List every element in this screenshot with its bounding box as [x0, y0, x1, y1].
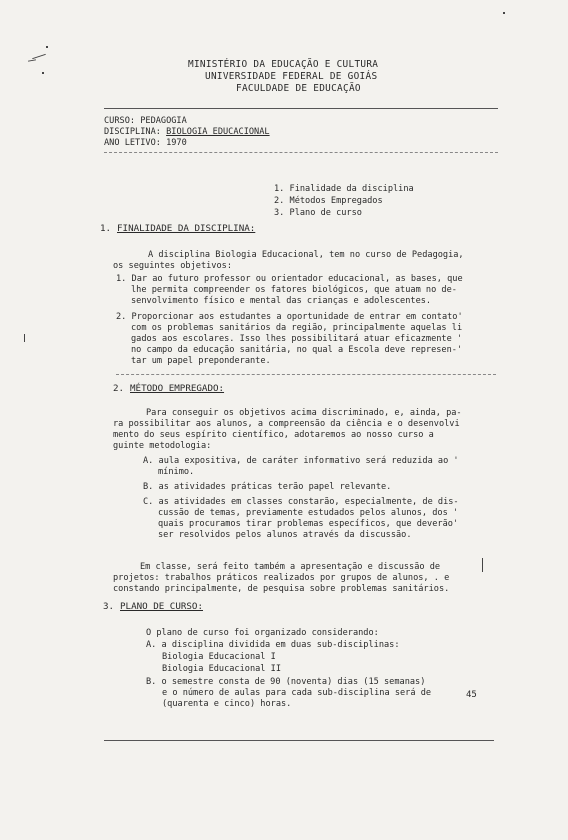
course-line: CURSO: PEDAGOGIA — [104, 116, 187, 126]
bottom-rule — [104, 740, 494, 741]
section-1-number: 1. — [100, 223, 112, 234]
section-1-line: A disciplina Biologia Educacional, tem no curso de Pedagogia, — [148, 250, 464, 260]
section-2-line: B. as atividades práticas terão papel relevante. — [143, 482, 392, 492]
section-1-line: senvolvimento físico e mental das crianças e adolescentes. — [131, 296, 432, 306]
section-1-line: 1. Dar ao futuro professor ou orientador educacional, as bases, que — [116, 274, 463, 284]
ink-mark — [28, 59, 36, 61]
header-faculty: FACULDADE DE EDUCAÇÃO — [236, 83, 361, 94]
section-3-line: (quarenta e cinco) horas. — [162, 699, 292, 709]
section-2-line: C. as atividades em classes constarão, especialmente, de dis- — [143, 497, 459, 507]
section-2-line: Para conseguir os objetivos acima discriminado, e, ainda, pa- — [146, 408, 462, 418]
margin-bar-mark — [482, 558, 483, 572]
contents-item-2: 2. Métodos Empregados — [274, 196, 383, 206]
margin-number: 45 — [466, 690, 477, 700]
ink-mark — [46, 46, 48, 48]
section-2-line: quais procuramos tirar problemas específicos, que deverão' — [158, 519, 459, 529]
ink-mark — [24, 334, 25, 342]
section-1-line: lhe permita compreender os fatores biológicos, que atuam no de- — [131, 285, 457, 295]
header-university: UNIVERSIDADE FEDERAL DE GOIÁS — [205, 71, 378, 82]
section-3-title: PLANO DE CURSO: — [120, 601, 203, 612]
header-rule — [104, 108, 498, 109]
section-3-line: Biologia Educacional II — [162, 664, 281, 674]
section-1-line: gados aos escolares. Isso lhes possibilitará atuar eficazmente ' — [131, 334, 463, 344]
contents-item-1: 1. Finalidade da disciplina — [274, 184, 414, 194]
section-2-title: MÉTODO EMPREGADO: — [130, 383, 225, 394]
section-1-line: com os problemas sanitários da região, principalmente aquelas li — [131, 323, 463, 333]
section-2-line: guinte metodologia: — [113, 441, 212, 451]
info-rule — [104, 152, 498, 153]
ink-mark — [32, 54, 46, 59]
section-3-number: 3. — [103, 601, 115, 612]
section-3-line: O plano de curso foi organizado considerando: — [146, 628, 379, 638]
section-2-line: constando principalmente, de pesquisa sobre problemas sanitários. — [113, 584, 450, 594]
section-2-line: A. aula expositiva, de caráter informativo será reduzida ao ' — [143, 456, 459, 466]
section-2-line: Em classe, será feito também a apresentação e discussão de — [140, 562, 441, 572]
section-3-line: Biologia Educacional I — [162, 652, 276, 662]
discipline-label: DISCIPLINA: — [104, 127, 167, 137]
discipline-name: BIOLOGIA EDUCACIONAL — [166, 127, 270, 137]
section-1-line: no campo da educação sanitária, no qual a Escola deve represen-' — [131, 345, 463, 355]
contents-item-3: 3. Plano de curso — [274, 208, 362, 218]
ink-mark — [503, 12, 505, 14]
section-1-line: 2. Proporcionar aos estudantes a oportunidade de entrar em contato' — [116, 312, 463, 322]
section-2-line: ra possibilitar aos alunos, a compreensão da ciência e o desenvolvi — [113, 419, 460, 429]
ink-mark — [42, 72, 44, 74]
section-2-line: cussão de temas, previamente estudados pelos alunos, dos ' — [158, 508, 459, 518]
section-3-line: A. a disciplina dividida em duas sub-disciplinas: — [146, 640, 400, 650]
section-1-rule — [116, 374, 496, 375]
section-2-line: ser resolvidos pelos alunos através da discussão. — [158, 530, 412, 540]
section-3-line: B. o semestre consta de 90 (noventa) dias (15 semanas) — [146, 677, 426, 687]
section-3-line: e o número de aulas para cada sub-disciplina será de — [162, 688, 432, 698]
section-2-line: mento do seus espírito científico, adotaremos ao nosso curso a — [113, 430, 434, 440]
section-1-title: FINALIDADE DA DISCIPLINA: — [117, 223, 256, 234]
section-2-number: 2. — [113, 383, 125, 394]
school-year-line: ANO LETIVO: 1970 — [104, 138, 187, 148]
header-ministry: MINISTÉRIO DA EDUCAÇÃO E CULTURA — [188, 59, 379, 70]
discipline-line — [104, 127, 270, 137]
section-2-line: projetos: trabalhos práticos realizados por grupos de alunos, . e — [113, 573, 450, 583]
section-2-line: mínimo. — [158, 467, 195, 477]
section-1-line: os seguintes objetivos: — [113, 261, 232, 271]
section-1-line: tar um papel preponderante. — [131, 356, 271, 366]
